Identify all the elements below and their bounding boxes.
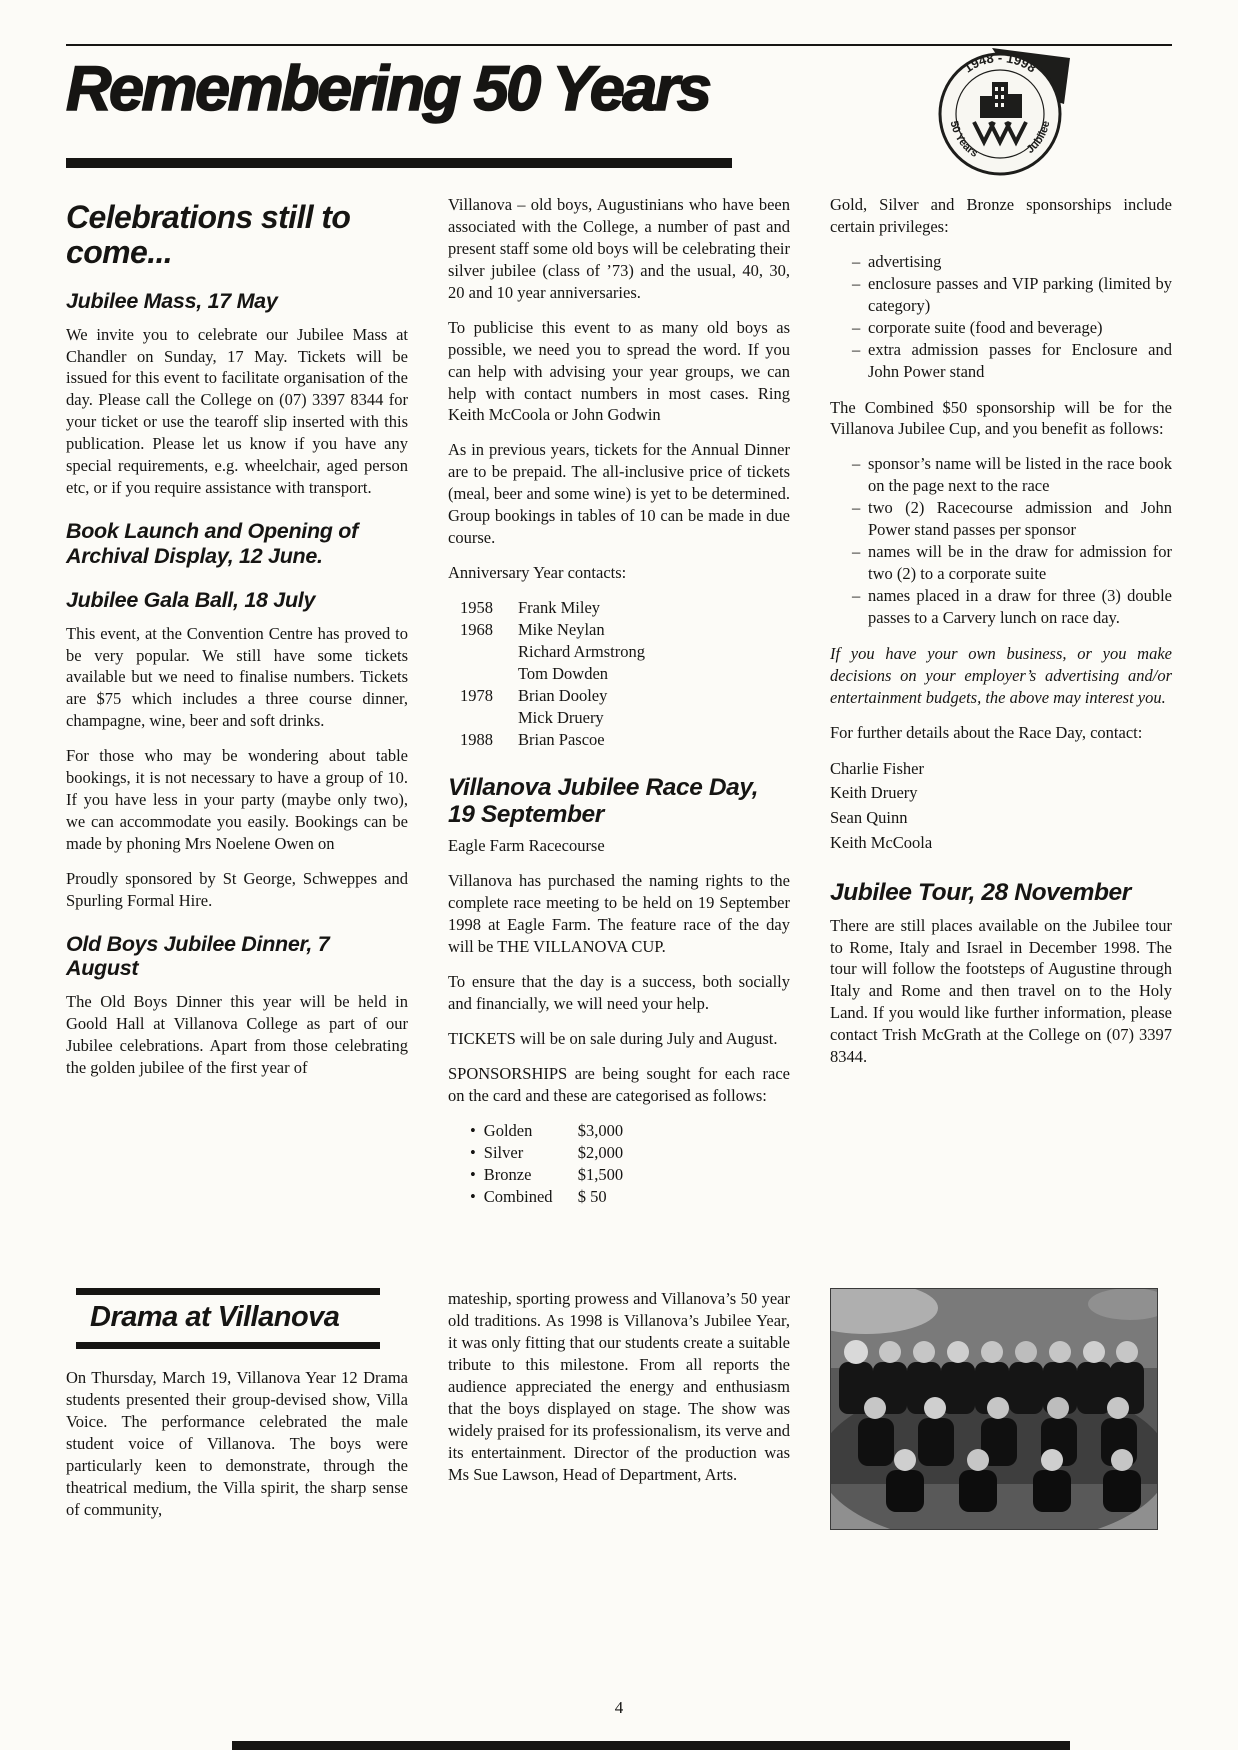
drama-paragraph-1: On Thursday, March 19, Villanova Year 12 Drama students presented their group-devised show, Villa Voice. The performance celebrated the male student voice of Villanova. The boys were particularly keen to demonstrate, through the theatrical medium, the Villa spirit, the sharp sense of community, [66,1368,408,1520]
jubilee-mass-heading: Jubilee Mass, 17 May [66,289,278,314]
contact-name: Mike Neylan [518,619,605,639]
contact-name: Mick Druery [518,707,604,727]
combined-sponsorship-paragraph: The Combined $50 sponsorship will be for the Villanova Jubilee Cup, and you benefit as follows: [830,397,1172,439]
list-item: – names will be in the draw for admission for two (2) to a corporate suite [852,541,1172,585]
contact-name: Richard Armstrong [518,641,645,661]
drama-column-left [66,1288,408,1534]
page-title: Remembering 50 Years [66,54,710,124]
tier-name: • Combined [483,1186,553,1206]
list-item: – enclosure passes and VIP parking (limited by category) [852,273,1172,317]
table-row [460,663,790,685]
benefits-list [852,453,1172,629]
list-item [470,1164,790,1186]
celebrations-heading: Celebrations still to come... [66,199,351,270]
title-underline-rule [66,158,732,168]
prepaid-tickets-paragraph: As in previous years, tickets for the Annual Dinner are to be prepaid. The all-inclusive price of tickets (meal, beer and some wine) is yet to be determined. Group bookings in tables of 10 can be made in due course. [448,440,790,548]
drama-heading-box [76,1288,380,1349]
jubilee-logo [936,46,1072,178]
list-item [470,1142,790,1164]
race-tickets-paragraph: TICKETS will be on sale during July and August. [448,1029,778,1049]
contact-year [460,663,518,685]
list-item: – advertising [852,251,1172,273]
sponsorship-privileges-paragraph: Gold, Silver and Bronze sponsorships include certain privileges: [830,195,1172,236]
contact-name: Brian Pascoe [518,729,605,749]
table-row [460,707,790,729]
anniversary-contacts-label: Anniversary Year contacts: [448,563,627,583]
tier-price: $1,500 [577,1164,624,1184]
contact-name: Sean Quinn [830,808,908,828]
privileges-list [852,251,1172,383]
jubilee-tour-heading: Jubilee Tour, 28 November [830,878,1131,906]
next-page-edge-bar [232,1741,1070,1750]
contact-name: Charlie Fisher [830,758,924,778]
contact-year: 1978 [460,685,493,705]
column-left [66,194,408,1092]
tier-price: $3,000 [577,1120,624,1140]
drama-column-right [830,1288,1172,1530]
race-day-heading: Villanova Jubilee Race Day, 19 September [448,773,759,828]
logo-jubilee-text: Jubilee [1024,119,1053,157]
list-item: – corporate suite (food and beverage) [852,317,1172,339]
table-row [460,619,790,641]
logo-years-text: 1948 - 1998 [960,50,1040,76]
list-item: – extra admission passes for Enclosure and John Power stand [852,339,1172,383]
logo-50years-text: 50 Years [947,119,980,160]
list-item: – names placed in a draw for three (3) double passes to a Carvery lunch on race day. [852,585,1172,629]
race-paragraph-2: To ensure that the day is a success, both socially and financially, we will need your help. [448,972,790,1014]
column-middle [448,194,790,1220]
table-row [460,729,790,751]
business-note-paragraph: If you have your own business, or you make decisions on your employer’s advertising and/or entertainment budgets, the above may interest you. [830,643,1172,707]
book-launch-heading: Book Launch and Opening of Archival Display, 12 June. [66,519,358,568]
contact-year [460,707,518,729]
old-boys-dinner-paragraph: The Old Boys Dinner this year will be held in Goold Hall at Villanova College as part of our Jubilee celebrations. Apart from those celebrating the golden jubilee of the first year of [66,991,408,1077]
drama-photo [830,1288,1158,1530]
gala-ball-paragraph-1: This event, at the Convention Centre has proved to be very popular. We still have some tickets available but we need to finalise numbers. Tickets are $75 which includes a three course dinner, champagne, wine, beer and soft drinks. [66,623,408,731]
anniversary-contacts-table [460,597,790,751]
contact-year [460,641,518,663]
masthead [66,48,1172,160]
contact-year: 1988 [460,729,493,749]
publicise-paragraph: To publicise this event to as many old boys as possible, we need you to spread the word. If you can help with advising your year groups, we can help with contact numbers in most cases. Ring Keith McCoola or John Godwin [448,317,790,425]
gala-ball-paragraph-2: For those who may be wondering about table bookings, it is not necessary to have a group of 10. If you have less in your party (maybe only two), we can accommodate you easily. Bookings can be made by phoning Mrs Noelene Owen on [66,746,408,854]
table-row [460,685,790,707]
race-contacts-label: For further details about the Race Day, contact: [830,722,1143,742]
list-item [470,1186,790,1208]
jubilee-mass-paragraph: We invite you to celebrate our Jubilee Mass at Chandler on Sunday, 17 May. Tickets will be issued for this event to facilitate organisation of the day. Please call the College on (07) 3397 8344 for your ticket or use the tearoff slip inserted with this publication. Please let us know if you have any special requirements, e.g. wheelchair, aged person etc, or if you require assistance with transport. [66,324,408,498]
race-day-contacts [830,757,1172,856]
jubilee-seal-graphic [936,46,1072,178]
table-row [460,597,790,619]
column-right [830,194,1172,1081]
tier-name: • Bronze [483,1164,532,1184]
drama-heading: Drama at Villanova [90,1301,340,1333]
old-boys-dinner-heading: Old Boys Jubilee Dinner, 7 August [66,931,330,981]
tier-price: $2,000 [577,1142,624,1162]
contact-name: Keith Druery [830,783,918,803]
sponsorship-tiers [470,1120,790,1208]
race-sponsorships-paragraph: SPONSORSHIPS are being sought for each race on the card and these are categorised as follows: [448,1064,790,1105]
article-columns [66,194,1172,1250]
contact-name: Brian Dooley [518,685,608,705]
table-row [460,641,790,663]
list-item: – sponsor’s name will be listed in the race book on the page next to the race [852,453,1172,497]
contact-year: 1958 [460,598,493,617]
jubilee-tour-paragraph: There are still places available on the Jubilee tour to Rome, Italy and Israel in December 1998. The tour will follow the footsteps of Augustine through Italy and Rome and then travel on to the Holy Land. If you would like further information, please contact Trish McGrath at the College on (07) 3397 8344. [830,915,1172,1067]
gala-ball-heading: Jubilee Gala Ball, 18 July [66,588,316,613]
contact-name: Frank Miley [518,598,601,617]
contact-year: 1968 [460,619,493,639]
drama-section [66,1288,1172,1534]
contact-name: Tom Dowden [518,663,609,683]
dinner-continued-paragraph: Villanova – old boys, Augustinians who have been associated with the College, a number of past and present staff some old boys will be celebrating their silver jubilee (class of ’73) and the usual, 40, 30, 20 and 10 year anniversaries. [448,195,790,302]
gala-ball-sponsors: Proudly sponsored by St George, Schweppes and Spurling Formal Hire. [66,868,408,910]
page-number: 4 [614,1698,624,1717]
tier-name: • Golden [483,1120,533,1140]
list-item: – two (2) Racecourse admission and John Power stand passes per sponsor [852,497,1172,541]
drama-column-middle [448,1288,790,1498]
race-paragraph-1: Villanova has purchased the naming rights to the complete race meeting to be held on 19 September 1998 at Eagle Farm. The feature race of the day will be THE VILLANOVA CUP. [448,871,790,957]
race-venue: Eagle Farm Racecourse [448,836,605,856]
contact-name: Keith McCoola [830,832,933,852]
tier-price: $ 50 [577,1186,607,1206]
list-item [470,1120,790,1142]
tier-name: • Silver [483,1142,524,1162]
drama-paragraph-2: mateship, sporting prowess and Villanova’s 50 year old traditions. As 1998 is Villanova’s Jubilee Year, it was only fitting that our students create a suitable tribute to this milestone. From all reports the audience appreciated the energy and enthusiasm that the boys displayed on stage. The show was widely praised for its professionalism, its verve and its entertainment. Director of the production was Ms Sue Lawson, Head of Department, Arts. [448,1289,790,1484]
